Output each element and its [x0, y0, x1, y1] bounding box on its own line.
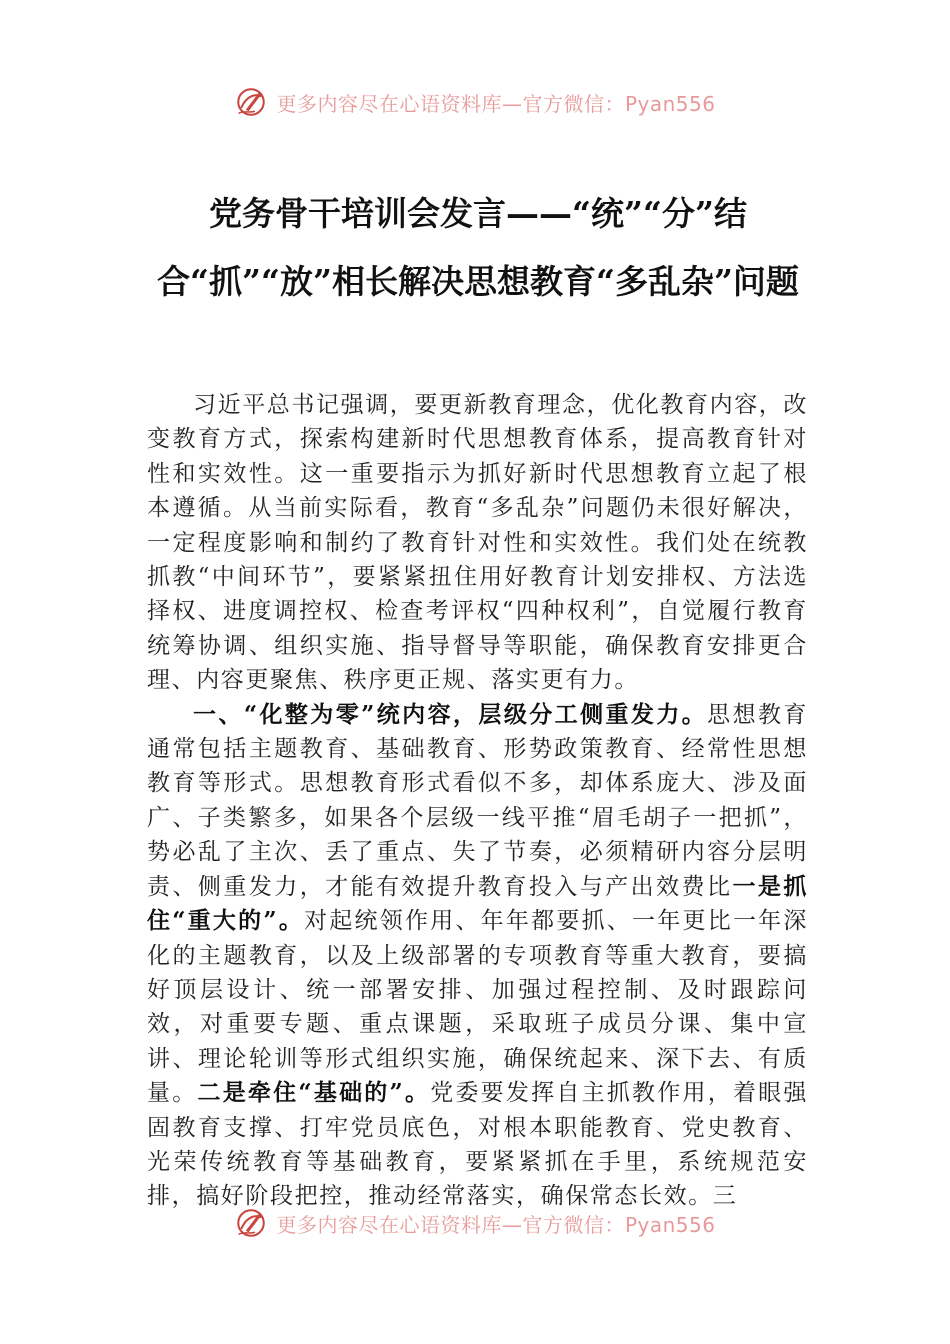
point-text-1: 对起统领作用、年年都要抓、一年更比一年深化的主题教育，以及上级部署的专项教育等重大教育，要搞好顶层设计、统一部署安排、加强过程控制、及时跟踪问效，对重要专题、重点课题，采取班子成员分课、集中宣讲、理论轮训等形式组织实施，确保统起来、深下去、有质量。	[147, 908, 808, 1107]
watermark-text: 更多内容尽在心语资料库—官方微信：Pyan556	[276, 1212, 716, 1237]
point-text-2: 党委要发挥自主抓教作用，着眼强固教育支撑、打牢党员底色，对根本职能教育、党史教育、光荣传统教育等基础教育，要紧紧抓在手里，系统规范安排，搞好阶段把控，推动经常落实，确保常态长效。三	[147, 1080, 809, 1210]
watermark-header	[0, 82, 950, 122]
paragraph-section-1	[147, 698, 808, 1214]
paragraph-intro: 习近平总书记强调，要更新教育理念，优化教育内容，改变教育方式，探索构建新时代思想教育体系，提高教育针对性和实效性。这一重要指示为抓好新时代思想教育立起了根本遵循。从当前实际看，教育“多乱杂”问题仍未很好解决，一定程度影响和制约了教育针对性和实效性。我们处在统教抓教“中间环节”，要紧紧扭住用好教育计划安排权、方法选择权、进度调控权、检查考评权“四种权利”，自觉履行教育统筹协调、组织实施、指导督导等职能，确保教育安排更合理、内容更聚焦、秩序更正规、落实更有力。	[147, 392, 808, 694]
watermark-footer	[0, 1205, 950, 1241]
pen-swirl-logo-icon	[234, 85, 268, 119]
point-heading-2: 二是牵住“基础的”。	[197, 1079, 431, 1107]
document-title: 党务骨干培训会发言——“统”“分”结合“抓”“放”相长解决思想教育“多乱杂”问题	[157, 194, 799, 301]
document-body	[147, 388, 808, 1214]
pen-swirl-logo-icon	[234, 1206, 268, 1240]
section-heading: 一、“化整为零”统内容，层级分工侧重发力。	[193, 700, 708, 728]
section-intro-text: 思想教育通常包括主题教育、基础教育、形势政策教育、经常性思想教育等形式。思想教育形式看似不多，却体系庞大、涉及面广、子类繁多，如果各个层级一线平推“眉毛胡子一把抓”，势必乱了主次、丢了重点、失了节奏，必须精研内容分层明责、侧重发力，才能有效提升教育投入与产出效费比	[147, 701, 808, 900]
watermark-text: 更多内容尽在心语资料库—官方微信：Pyan556	[276, 91, 716, 116]
point-heading-1: 一是抓住“重大的”。	[147, 872, 808, 935]
